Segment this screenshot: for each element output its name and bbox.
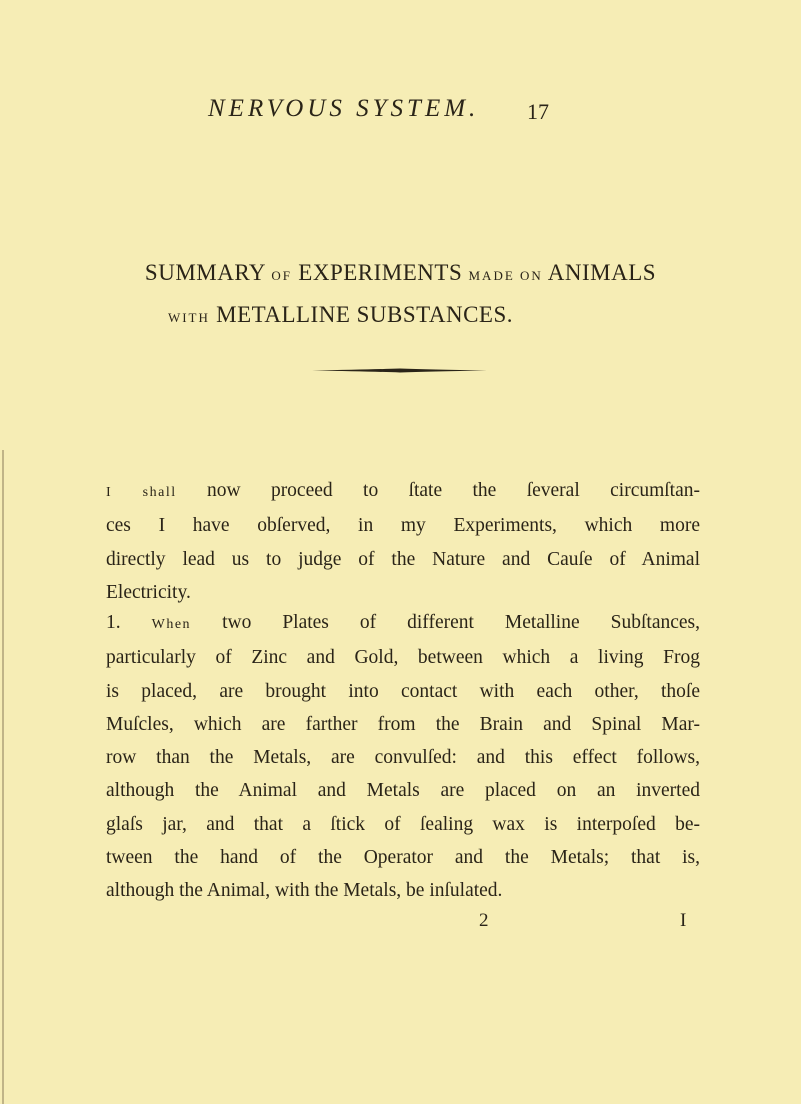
section-heading-line-1	[0, 260, 801, 286]
page-footer	[0, 910, 801, 940]
signature-mark: 2	[479, 910, 489, 931]
text-line: although the Animal, with the Metals, be inſulated.	[106, 880, 503, 902]
text-line	[106, 606, 700, 641]
running-title: NERVOUS SYSTEM.	[208, 95, 480, 122]
section-heading-line-2	[0, 302, 741, 328]
catchword: I	[680, 910, 687, 931]
item-number: 1.	[106, 612, 121, 633]
heading-word: METALLINE SUBSTANCES.	[216, 302, 514, 327]
page-edge-line	[2, 450, 4, 1104]
paragraph-experiment-1	[106, 606, 700, 908]
text-line: although the Animal and Metals are placed on an inverted	[106, 780, 700, 802]
text-line: particularly of Zinc and Gold, between which a living Frog	[106, 647, 700, 669]
small-caps-lead: When	[151, 617, 192, 632]
text-line: glaſs jar, and that a ſtick of ſealing wax is interpoſed be-	[106, 813, 700, 835]
heading-word-small: MADE ON	[468, 268, 543, 283]
text-run: now proceed to ſtate the ſeveral circumſtan-	[176, 480, 700, 501]
text-line: row than the Metals, are convulſed: and this effect follows,	[106, 747, 700, 769]
text-line: ces I have obſerved, in my Experiments, which more	[106, 515, 700, 537]
small-caps-lead: I shall	[106, 485, 177, 500]
paragraph-intro	[106, 474, 700, 609]
heading-word: EXPERIMENTS	[298, 260, 463, 285]
heading-word: ANIMALS	[547, 260, 657, 285]
page-number: 17	[527, 99, 549, 124]
heading-word: SUMMARY	[144, 260, 266, 285]
heading-word-small: OF	[271, 268, 293, 283]
text-line: is placed, are brought into contact with each other, thoſe	[106, 680, 700, 702]
ornamental-rule	[312, 368, 487, 373]
running-head	[0, 95, 801, 135]
text-run: two Plates of different Metalline Subſtances,	[191, 612, 700, 633]
text-line: directly lead us to judge of the Nature and Cauſe of Animal	[106, 548, 700, 570]
text-line: Muſcles, which are farther from the Brain and Spinal Mar-	[106, 713, 700, 735]
text-line: Electricity.	[106, 581, 191, 603]
text-line	[106, 474, 700, 509]
text-line: tween the hand of the Operator and the Metals; that is,	[106, 847, 700, 869]
heading-word-small: WITH	[167, 310, 210, 325]
